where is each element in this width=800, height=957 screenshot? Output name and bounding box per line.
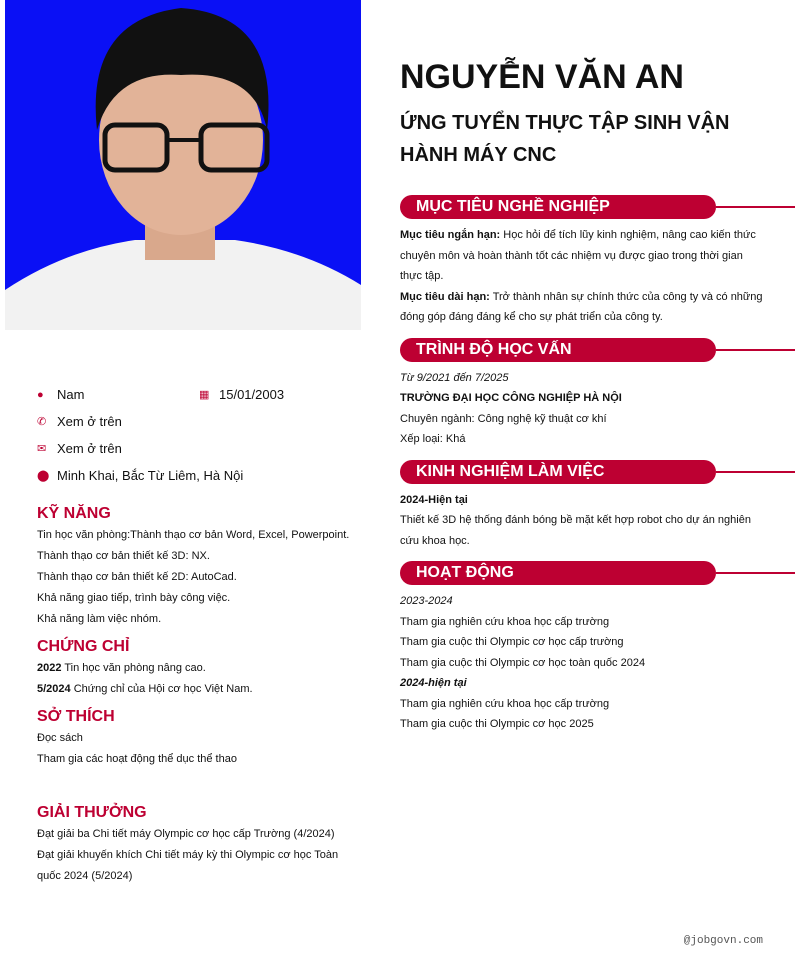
candidate-name: NGUYỄN VĂN AN [400, 58, 684, 96]
award-item: Đạt giải ba Chi tiết máy Olympic cơ học cấp Trường (4/2024) [37, 828, 335, 840]
activities-title: HOẠT ĐỘNG [400, 561, 716, 585]
activity-item: Tham gia nghiên cứu khoa học cấp trường [400, 615, 610, 628]
experience-title: KINH NGHIỆM LÀM VIỆC [400, 460, 716, 484]
hobby-item: Đọc sách [37, 732, 83, 744]
calendar-icon: ▦ [199, 389, 210, 401]
activity-item: Tham gia cuộc thi Olympic cơ học toàn quốc 2024 [400, 656, 646, 669]
email-icon: ✉ [37, 443, 47, 455]
phone-icon: ✆ [37, 416, 47, 428]
skills-title: KỸ NĂNG [37, 505, 111, 522]
skill-item: Thành thạo cơ bản thiết kế 3D: NX. [37, 550, 210, 562]
email: Xem ở trên [57, 441, 122, 456]
location-icon: ⬤ [37, 470, 50, 482]
skill-item: Tin học văn phòng:Thành thạo cơ bản Word, Excel, Powerpoint. [37, 529, 350, 541]
experience-desc: Thiết kế 3D hệ thống đánh bóng bề mặt kết hợp robot cho dự án nghiên cứu khoa học. [400, 514, 751, 547]
rank: Xếp loại: Khá [400, 433, 466, 445]
education-period: Từ 9/2021 đến 7/2025 [400, 371, 509, 384]
activity-item: Tham gia cuộc thi Olympic cơ học 2025 [400, 718, 594, 730]
hobby-item: Tham gia các hoạt động thể dục thể thao [37, 753, 237, 765]
skill-item: Thành thạo cơ bản thiết kế 2D: AutoCad. [37, 571, 237, 583]
person-icon: ● [37, 388, 44, 401]
activity-period: 2024-hiện tại [400, 677, 467, 689]
hobbies-title: SỞ THÍCH [37, 708, 115, 725]
experience-period: 2024-Hiện tại [400, 493, 468, 506]
birthday: 15/01/2003 [219, 387, 285, 402]
skill-item: Khả năng làm việc nhóm. [37, 613, 162, 625]
long-term-goal: Mục tiêu dài hạn: Trở thành nhân sự chính thức của công ty và có những đóng góp đáng đáng kể cho sự phát triển của công ty. [400, 290, 763, 323]
activity-period: 2023-2024 [400, 595, 453, 607]
award-item: Đạt giải khuyến khích Chi tiết máy kỳ thi Olympic cơ học Toàn quốc 2024 (5/2024) [37, 849, 339, 882]
job-title: ỨNG TUYỂN THỰC TẬP SINH VẬN HÀNH MÁY CNC [400, 112, 730, 166]
short-term-goal: Mục tiêu ngắn hạn: Học hỏi để tích lũy kinh nghiệm, nâng cao kiến thức chuyên môn và hoàn thành tốt các nhiệm vụ được giao trong thời gian thực tập. [400, 229, 756, 282]
cert-item: 2022 Tin học văn phòng nâng cao. [37, 662, 206, 674]
major: Chuyên ngành: Công nghệ kỹ thuật cơ khí [400, 412, 607, 425]
skill-item: Khả năng giao tiếp, trình bày công việc. [37, 592, 231, 604]
profile-photo [5, 0, 361, 330]
gender: Nam [57, 387, 85, 402]
objective-title: MỤC TIÊU NGHỀ NGHIỆP [400, 195, 716, 219]
skills-list [37, 525, 357, 630]
school-name: TRƯỜNG ĐẠI HỌC CÔNG NGHIỆP HÀ NỘI [400, 392, 622, 404]
awards-title: GIẢI THƯỞNG [37, 804, 147, 821]
activity-item: Tham gia nghiên cứu khoa học cấp trường [400, 697, 610, 710]
address: Minh Khai, Bắc Từ Liêm, Hà Nội [57, 468, 244, 483]
activity-item: Tham gia cuộc thi Olympic cơ học cấp trường [400, 636, 624, 648]
footer-watermark: @jobgovn.com [683, 935, 763, 947]
cert-item: 5/2024 Chứng chỉ của Hội cơ học Việt Nam. [37, 683, 253, 695]
phone: Xem ở trên [57, 414, 122, 429]
certs-title: CHỨNG CHỈ [37, 638, 130, 655]
education-title: TRÌNH ĐỘ HỌC VẤN [400, 338, 716, 362]
